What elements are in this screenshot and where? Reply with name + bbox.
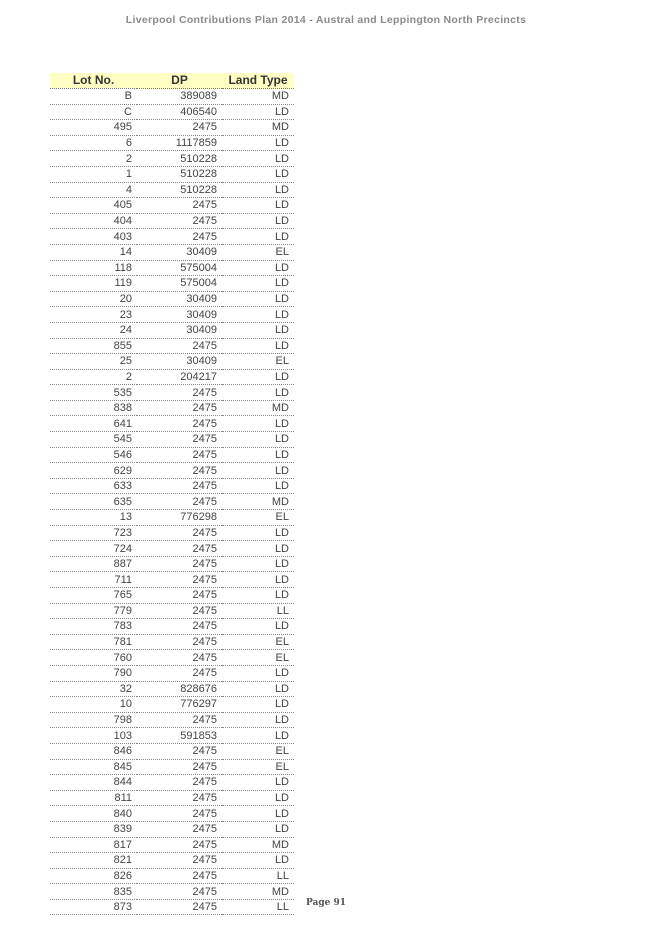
table-row xyxy=(50,775,294,791)
lot-no-cell: 545 xyxy=(50,432,137,448)
land-type-cell: EL xyxy=(222,759,294,775)
lot-no-cell: 633 xyxy=(50,478,137,494)
table-row xyxy=(50,229,294,245)
land-type-cell: LD xyxy=(222,681,294,697)
land-type-cell: LD xyxy=(222,447,294,463)
table-row xyxy=(50,447,294,463)
dp-cell: 591853 xyxy=(137,728,222,744)
lot-no-cell: 6 xyxy=(50,135,137,151)
lot-no-cell: 32 xyxy=(50,681,137,697)
dp-cell: 2475 xyxy=(137,837,222,853)
table-row xyxy=(50,307,294,323)
lot-no-cell: 405 xyxy=(50,198,137,214)
lot-no-cell: 103 xyxy=(50,728,137,744)
land-type-cell: LD xyxy=(222,806,294,822)
table-row xyxy=(50,166,294,182)
table-row xyxy=(50,151,294,167)
dp-cell: 2475 xyxy=(137,634,222,650)
column-header-land-type: Land Type xyxy=(222,73,294,89)
land-type-cell: EL xyxy=(222,634,294,650)
lot-no-cell: 840 xyxy=(50,806,137,822)
column-header-lot-no: Lot No. xyxy=(50,73,137,89)
land-type-cell: LD xyxy=(222,432,294,448)
dp-cell: 2475 xyxy=(137,884,222,900)
lot-no-cell: 821 xyxy=(50,853,137,869)
table-row xyxy=(50,478,294,494)
dp-cell: 510228 xyxy=(137,182,222,198)
table-row xyxy=(50,837,294,853)
dp-cell: 510228 xyxy=(137,151,222,167)
land-type-cell: LD xyxy=(222,478,294,494)
lot-no-cell: 846 xyxy=(50,743,137,759)
table-row xyxy=(50,681,294,697)
land-type-cell: MD xyxy=(222,837,294,853)
land-type-cell: LD xyxy=(222,135,294,151)
land-type-cell: LD xyxy=(222,665,294,681)
table-row xyxy=(50,260,294,276)
land-type-cell: LD xyxy=(222,853,294,869)
lot-no-cell: 838 xyxy=(50,400,137,416)
lot-no-cell: 760 xyxy=(50,650,137,666)
land-type-cell: MD xyxy=(222,494,294,510)
land-type-cell: LD xyxy=(222,104,294,120)
table-row xyxy=(50,120,294,136)
dp-cell: 2475 xyxy=(137,385,222,401)
table-row xyxy=(50,416,294,432)
lot-no-cell: 887 xyxy=(50,556,137,572)
land-type-cell: LD xyxy=(222,525,294,541)
dp-cell: 2475 xyxy=(137,198,222,214)
land-type-cell: LD xyxy=(222,790,294,806)
table-row xyxy=(50,400,294,416)
lot-no-cell: 790 xyxy=(50,665,137,681)
table-row xyxy=(50,354,294,370)
land-type-cell: LL xyxy=(222,899,294,915)
land-type-cell: LD xyxy=(222,338,294,354)
lot-no-cell: 765 xyxy=(50,588,137,604)
dp-cell: 2475 xyxy=(137,603,222,619)
dp-cell: 2475 xyxy=(137,790,222,806)
lot-no-cell: 119 xyxy=(50,276,137,292)
page-number: Page 91 xyxy=(305,898,347,908)
dp-cell: 2475 xyxy=(137,572,222,588)
lot-no-cell: 844 xyxy=(50,775,137,791)
lot-no-cell: 546 xyxy=(50,447,137,463)
table-row xyxy=(50,634,294,650)
dp-cell: 30409 xyxy=(137,307,222,323)
dp-cell: 2475 xyxy=(137,665,222,681)
dp-cell: 776298 xyxy=(137,510,222,526)
land-type-cell: LD xyxy=(222,213,294,229)
table-row xyxy=(50,432,294,448)
lot-no-cell: 24 xyxy=(50,322,137,338)
lot-no-cell: 826 xyxy=(50,868,137,884)
table-row xyxy=(50,104,294,120)
land-type-cell: LD xyxy=(222,369,294,385)
dp-cell: 2475 xyxy=(137,556,222,572)
table-row xyxy=(50,697,294,713)
land-type-cell: LL xyxy=(222,603,294,619)
table-row xyxy=(50,510,294,526)
lot-no-cell: 629 xyxy=(50,463,137,479)
table-row xyxy=(50,665,294,681)
lot-no-cell: B xyxy=(50,89,137,105)
dp-cell: 2475 xyxy=(137,899,222,915)
table-row xyxy=(50,89,294,105)
land-type-cell: LD xyxy=(222,151,294,167)
dp-cell: 2475 xyxy=(137,806,222,822)
land-type-cell: LD xyxy=(222,572,294,588)
dp-cell: 510228 xyxy=(137,166,222,182)
land-type-cell: LD xyxy=(222,322,294,338)
column-header-dp: DP xyxy=(137,73,222,89)
table-body xyxy=(50,89,294,915)
table-row xyxy=(50,182,294,198)
dp-cell: 2475 xyxy=(137,868,222,884)
table-row xyxy=(50,806,294,822)
land-type-cell: LD xyxy=(222,229,294,245)
lot-no-cell: 23 xyxy=(50,307,137,323)
table-row xyxy=(50,619,294,635)
table-row xyxy=(50,198,294,214)
table-row xyxy=(50,790,294,806)
table-row xyxy=(50,588,294,604)
header-row xyxy=(50,73,294,89)
lot-no-cell: 724 xyxy=(50,541,137,557)
table-header xyxy=(50,73,294,89)
dp-cell: 2475 xyxy=(137,541,222,557)
table-row xyxy=(50,821,294,837)
lot-no-cell: 779 xyxy=(50,603,137,619)
dp-cell: 2475 xyxy=(137,338,222,354)
document-header: Liverpool Contributions Plan 2014 - Austral and Leppington North Precincts xyxy=(125,14,527,26)
dp-cell: 2475 xyxy=(137,712,222,728)
dp-cell: 30409 xyxy=(137,291,222,307)
lot-no-cell: 798 xyxy=(50,712,137,728)
dp-cell: 204217 xyxy=(137,369,222,385)
dp-cell: 30409 xyxy=(137,354,222,370)
dp-cell: 2475 xyxy=(137,416,222,432)
dp-cell: 2475 xyxy=(137,759,222,775)
table-row xyxy=(50,572,294,588)
lot-no-cell: 723 xyxy=(50,525,137,541)
land-type-cell: LD xyxy=(222,556,294,572)
land-type-cell: LD xyxy=(222,307,294,323)
table-row xyxy=(50,385,294,401)
table-row xyxy=(50,525,294,541)
land-type-cell: LD xyxy=(222,385,294,401)
dp-cell: 406540 xyxy=(137,104,222,120)
table-row xyxy=(50,556,294,572)
dp-cell: 575004 xyxy=(137,260,222,276)
dp-cell: 30409 xyxy=(137,244,222,260)
lot-no-cell: 845 xyxy=(50,759,137,775)
land-type-cell: LD xyxy=(222,619,294,635)
land-type-cell: EL xyxy=(222,354,294,370)
land-type-cell: LD xyxy=(222,276,294,292)
table-row xyxy=(50,369,294,385)
land-type-cell: MD xyxy=(222,400,294,416)
table-row xyxy=(50,728,294,744)
lot-no-cell: 711 xyxy=(50,572,137,588)
table-row xyxy=(50,759,294,775)
table-row xyxy=(50,868,294,884)
land-type-cell: LD xyxy=(222,821,294,837)
land-type-cell: LD xyxy=(222,166,294,182)
land-type-cell: LD xyxy=(222,697,294,713)
lot-no-cell: 811 xyxy=(50,790,137,806)
table-row xyxy=(50,853,294,869)
table-row xyxy=(50,213,294,229)
dp-cell: 2475 xyxy=(137,525,222,541)
land-type-cell: LD xyxy=(222,416,294,432)
land-type-cell: LD xyxy=(222,712,294,728)
table-row xyxy=(50,135,294,151)
lot-no-cell: 4 xyxy=(50,182,137,198)
dp-cell: 2475 xyxy=(137,478,222,494)
lot-no-cell: 873 xyxy=(50,899,137,915)
lot-no-cell: 2 xyxy=(50,369,137,385)
dp-cell: 2475 xyxy=(137,743,222,759)
table-row xyxy=(50,494,294,510)
table-row xyxy=(50,650,294,666)
dp-cell: 2475 xyxy=(137,853,222,869)
table-row xyxy=(50,244,294,260)
lot-no-cell: C xyxy=(50,104,137,120)
lot-no-cell: 25 xyxy=(50,354,137,370)
dp-cell: 2475 xyxy=(137,775,222,791)
lot-no-cell: 403 xyxy=(50,229,137,245)
lot-no-cell: 817 xyxy=(50,837,137,853)
land-type-cell: MD xyxy=(222,89,294,105)
table-row xyxy=(50,541,294,557)
lot-table xyxy=(50,73,294,915)
dp-cell: 2475 xyxy=(137,588,222,604)
land-type-cell: LD xyxy=(222,588,294,604)
dp-cell: 389089 xyxy=(137,89,222,105)
land-type-cell: EL xyxy=(222,244,294,260)
lot-no-cell: 10 xyxy=(50,697,137,713)
land-type-cell: LD xyxy=(222,198,294,214)
dp-cell: 2475 xyxy=(137,463,222,479)
lot-no-cell: 835 xyxy=(50,884,137,900)
table-row xyxy=(50,603,294,619)
lot-no-cell: 855 xyxy=(50,338,137,354)
lot-no-cell: 20 xyxy=(50,291,137,307)
land-type-cell: LD xyxy=(222,463,294,479)
dp-cell: 575004 xyxy=(137,276,222,292)
dp-cell: 30409 xyxy=(137,322,222,338)
lot-no-cell: 635 xyxy=(50,494,137,510)
land-type-cell: EL xyxy=(222,510,294,526)
lot-no-cell: 535 xyxy=(50,385,137,401)
dp-cell: 828676 xyxy=(137,681,222,697)
land-type-cell: LD xyxy=(222,775,294,791)
dp-cell: 2475 xyxy=(137,821,222,837)
lot-no-cell: 783 xyxy=(50,619,137,635)
land-type-cell: LD xyxy=(222,260,294,276)
lot-no-cell: 1 xyxy=(50,166,137,182)
lot-no-cell: 781 xyxy=(50,634,137,650)
table-row xyxy=(50,291,294,307)
table-row xyxy=(50,322,294,338)
land-type-cell: MD xyxy=(222,884,294,900)
land-type-cell: LD xyxy=(222,541,294,557)
dp-cell: 2475 xyxy=(137,400,222,416)
table-row xyxy=(50,463,294,479)
land-type-cell: MD xyxy=(222,120,294,136)
land-type-cell: LD xyxy=(222,291,294,307)
land-type-cell: EL xyxy=(222,743,294,759)
lot-no-cell: 404 xyxy=(50,213,137,229)
lot-no-cell: 13 xyxy=(50,510,137,526)
dp-cell: 2475 xyxy=(137,432,222,448)
table-row xyxy=(50,712,294,728)
land-type-cell: EL xyxy=(222,650,294,666)
dp-cell: 2475 xyxy=(137,619,222,635)
lot-no-cell: 641 xyxy=(50,416,137,432)
dp-cell: 1117859 xyxy=(137,135,222,151)
dp-cell: 2475 xyxy=(137,120,222,136)
land-type-cell: LL xyxy=(222,868,294,884)
table-row xyxy=(50,743,294,759)
table-row xyxy=(50,276,294,292)
dp-cell: 2475 xyxy=(137,213,222,229)
dp-cell: 2475 xyxy=(137,447,222,463)
lot-no-cell: 495 xyxy=(50,120,137,136)
land-type-cell: LD xyxy=(222,728,294,744)
dp-cell: 776297 xyxy=(137,697,222,713)
land-type-cell: LD xyxy=(222,182,294,198)
dp-cell: 2475 xyxy=(137,650,222,666)
lot-no-cell: 2 xyxy=(50,151,137,167)
table-row xyxy=(50,338,294,354)
lot-no-cell: 14 xyxy=(50,244,137,260)
dp-cell: 2475 xyxy=(137,494,222,510)
dp-cell: 2475 xyxy=(137,229,222,245)
lot-no-cell: 839 xyxy=(50,821,137,837)
lot-no-cell: 118 xyxy=(50,260,137,276)
